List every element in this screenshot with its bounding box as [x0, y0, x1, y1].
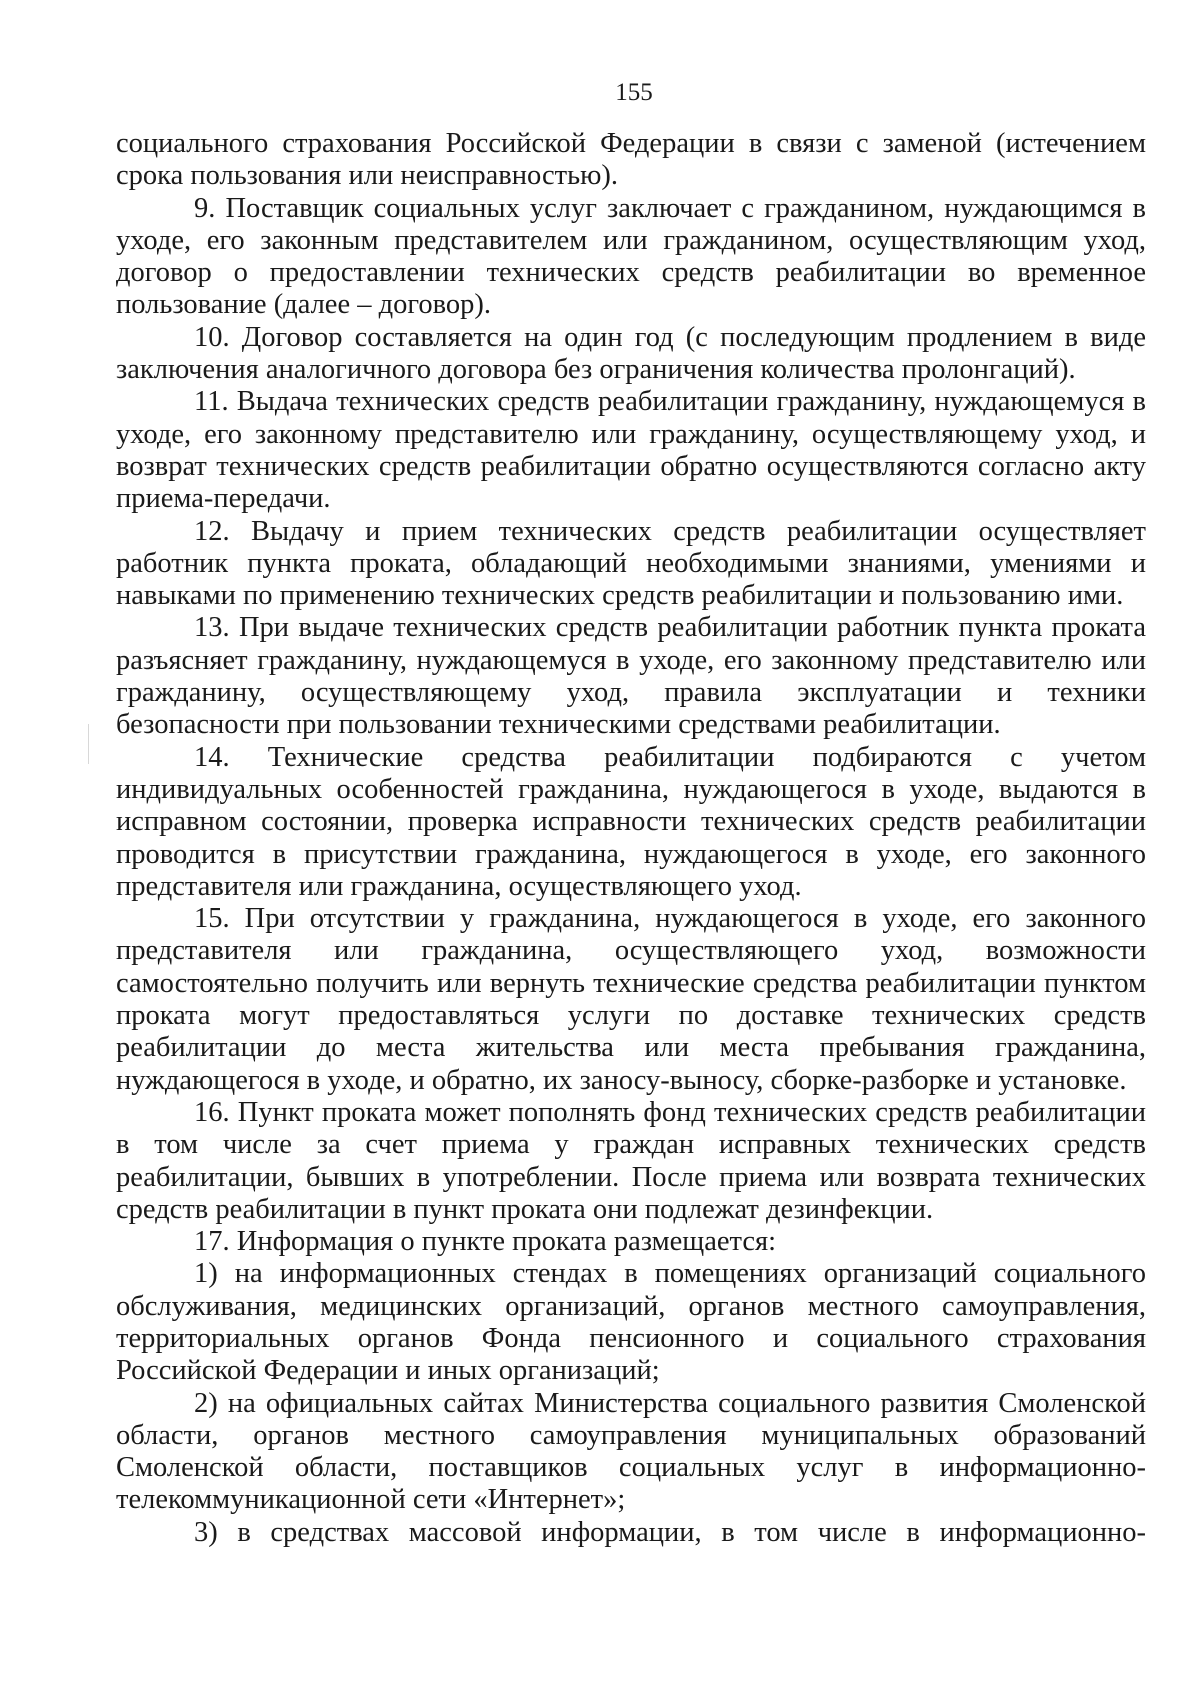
paragraph-item-10: 10. Договор составляется на один год (с последующим продлением в виде заключения аналогичного договора без ограничения количества пролонгаций).	[116, 321, 1146, 386]
paragraph-item-11: 11. Выдача технических средств реабилитации гражданину, нуждающемуся в уходе, его законному представителю или гражданину, осуществляющему уход, и возврат технических средств реабилитации обратно осуществляются согласно акту приема-передачи.	[116, 386, 1146, 515]
paragraph-subitem-2: 2) на официальных сайтах Министерства социального развития Смоленской области, органов местного самоуправления муниципальных образований Смоленской области, поставщиков социальных услуг в информационно-телекоммуникационной сети «Интернет»;	[116, 1387, 1146, 1516]
paragraph-subitem-3: 3) в средствах массовой информации, в том числе в информационно-	[194, 1516, 1146, 1548]
paragraph-item-14: 14. Технические средства реабилитации подбираются с учетом индивидуальных особенностей гражданина, нуждающегося в уходе, выдаются в исправном состоянии, проверка исправности технических средств реабилитации проводится в присутствии гражданина, нуждающегося в уходе, его законного представителя или гражданина, осуществляющего уход.	[116, 741, 1146, 902]
paragraph-continuation: социального страхования Российской Федерации в связи с заменой (истечением срока пользования или неисправностью).	[116, 128, 1146, 192]
paragraph-item-17: 17. Информация о пункте проката размещается:	[194, 1226, 776, 1258]
paragraph-item-13: 13. При выдаче технических средств реабилитации работник пункта проката разъясняет гражданину, нуждающемуся в уходе, его законному представителю или гражданину, осуществляющему уход, правила эксплуатации и техники безопасности при пользовании техническими средствами реабилитации.	[116, 612, 1146, 741]
paragraph-item-9: 9. Поставщик социальных услуг заключает с гражданином, нуждающимся в уходе, его законным представителем или гражданином, осуществляющим уход, договор о предоставлении технических средств реабилитации во временное пользование (далее – договор).	[116, 192, 1146, 321]
document-body	[116, 128, 1146, 1549]
paragraph-item-12: 12. Выдачу и прием технических средств реабилитации осуществляет работник пункта проката, обладающий необходимыми знаниями, умениями и навыками по применению технических средств реабилитации и пользованию ими.	[116, 515, 1146, 612]
paragraph-item-16: 16. Пункт проката может пополнять фонд технических средств реабилитации в том числе за счет приема у граждан исправных технических средств реабилитации, бывших в употреблении. После приема или возврата технических средств реабилитации в пункт проката они подлежат дезинфекции.	[116, 1096, 1146, 1225]
scan-artifact-mark	[88, 724, 89, 764]
paragraph-item-15: 15. При отсутствии у гражданина, нуждающегося в уходе, его законного представителя или гражданина, осуществляющего уход, возможности самостоятельно получить или вернуть технические средства реабилитации пунктом проката могут предоставляться услуги по доставке технических средств реабилитации до места жительства или места пребывания гражданина, нуждающегося в уходе, и обратно, их заносу-выносу, сборке-разборке и установке.	[116, 903, 1146, 1096]
page-number: 155	[615, 79, 653, 106]
paragraph-subitem-1: 1) на информационных стендах в помещениях организаций социального обслуживания, медицинских организаций, органов местного самоуправления, территориальных органов Фонда пенсионного и социального страхования Российской Федерации и иных организаций;	[116, 1258, 1146, 1387]
